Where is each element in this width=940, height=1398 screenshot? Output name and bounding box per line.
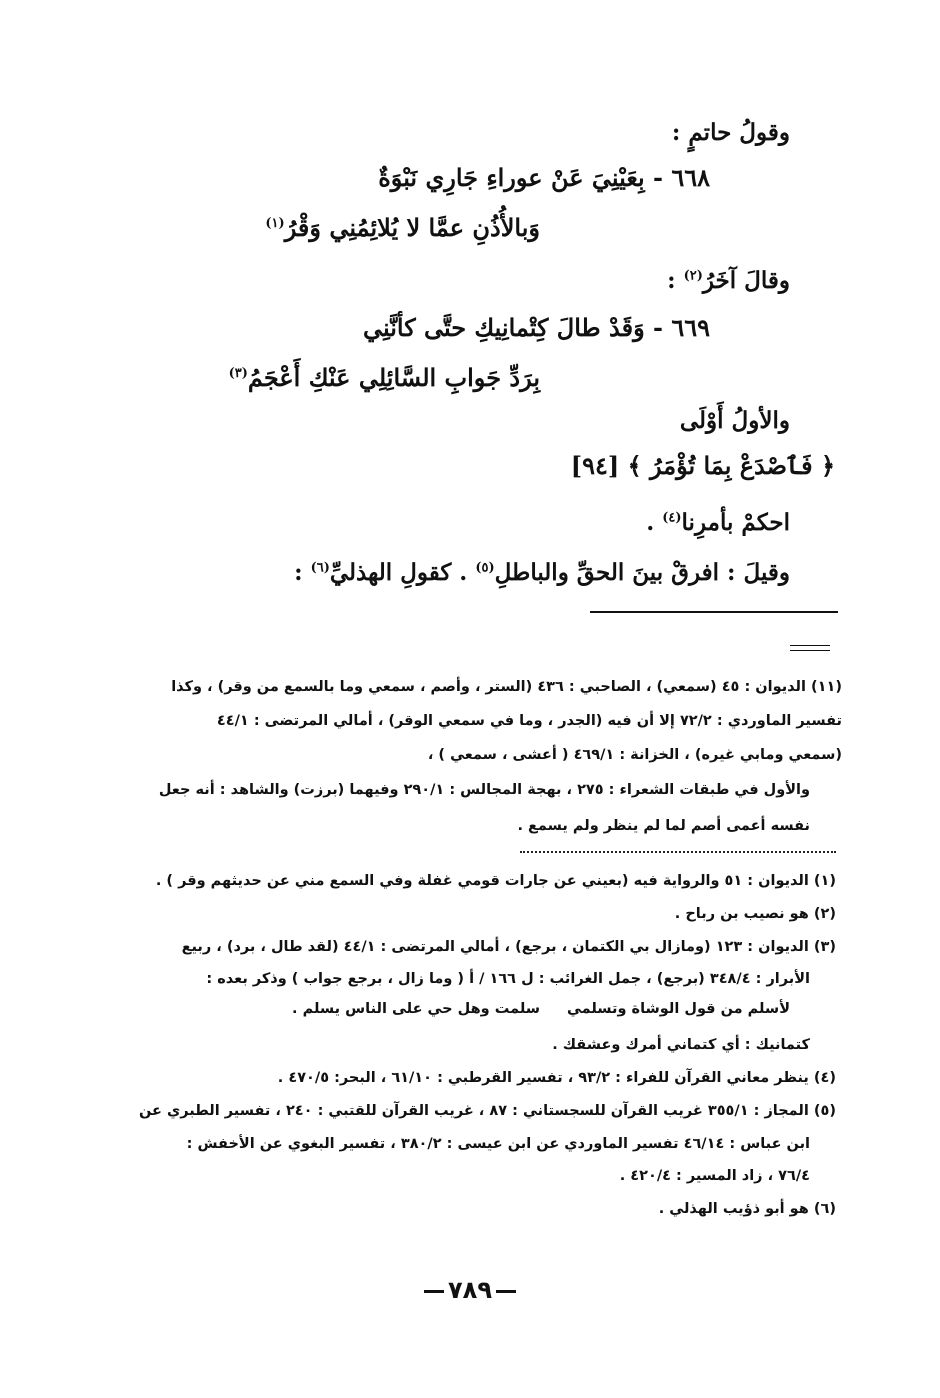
verse-669-second-text: بِرَدِّ جَوابِ السَّائِلِي عَنْكِ أَعْجَمُ xyxy=(247,363,540,392)
footnote-3-line-2: الأبرار : ٣٤٨/٤ (برجع) ، جمل الغرائب : ل ١٦٦ / أ ( وما زال ، برجع جواب ) وذكر بعده : xyxy=(206,971,810,987)
extra-note-line-2: تفسير الماوردي : ٧٢/٢ إلا أن فيه (الجدر ، وما في سمعي الوقر) ، أمالي المرتضى : ٤٤/١ xyxy=(216,713,842,729)
footnote-ref-1: (١) xyxy=(265,216,285,231)
footnote-1: (١) الديوان : ٥١ والرواية فيه (بعيني عن جارات قومي غفلة وفي السمع مني عن حديثهم وقر ) . xyxy=(155,873,836,889)
page-number-value: ٧٨٩ xyxy=(448,1276,492,1304)
quran-close-bracket: ﴾ xyxy=(627,451,642,480)
footnote-ref-2: (٢) xyxy=(683,268,703,284)
quran-verse-number: [٩٤] xyxy=(570,451,620,480)
verse-669-second-hemistich xyxy=(229,362,540,394)
akhar-colon: : xyxy=(667,267,684,294)
qila-text-1: وقيلَ : افرقْ بينَ الحقِّ والباطلِ xyxy=(494,559,790,586)
ahkam-end: . xyxy=(646,509,663,536)
quran-text: فَٱصْدَعْ بِمَا تُؤْمَرُ xyxy=(649,451,813,480)
footnote-ref-5: (٥) xyxy=(475,560,495,576)
verse-668-second-text: وَبالأُذُنِ عمَّا لا يُلائِمُنِي وَقْرُ xyxy=(284,213,540,242)
extra-note-line-1: (١١) الديوان : ٤٥ (سمعي) ، الصاحبي : ٤٣٦ (الستر ، وأصم ، سمعي وما بالسمع من وقر) ، وكذا xyxy=(171,679,842,695)
footnote-5-line-2: ابن عباس : ٤٦/١٤ تفسير الماوردي عن ابن عيسى : ٣٨٠/٢ ، تفسير البغوي عن الأخفش : xyxy=(186,1136,810,1152)
footnote-4: (٤) ينظر معاني القرآن للفراء : ٩٣/٢ ، تفسير القرطبي : ٦١/١٠ ، البحر: ٤٧٠/٥ . xyxy=(277,1070,836,1086)
footnote-ref-3: (٣) xyxy=(228,366,248,381)
line-ahkam xyxy=(646,508,790,538)
verse-668-first-hemistich: ٦٦٨ - بِعَيْنِيَ عَنْ عوراءِ جَارِي نَبْوَةٌ xyxy=(378,163,710,192)
footnote-ref-4: (٤) xyxy=(662,510,682,526)
footnote-6: (٦) هو أبو ذؤيب الهذلي . xyxy=(658,1201,836,1217)
page-number-dash-left xyxy=(496,1290,516,1293)
verse-668-second-hemistich xyxy=(265,212,540,244)
qila-text-3: : xyxy=(294,559,311,586)
footnote-3-line-4: كتمانيك : أي كتماني أمرك وعشقك . xyxy=(552,1037,810,1053)
intro-line-hatim: وقولُ حاتمٍ : xyxy=(671,119,790,146)
line-awla: والأولُ أَوْلَى xyxy=(679,407,790,434)
extra-note-line-4: والأول في طبقات الشعراء : ٢٧٥ ، بهجة المجالس : ٢٩٠/١ وفيهما (برزت) والشاهد : أنه جعل xyxy=(158,782,810,798)
footnote-3-couplet-second: سلمت وهل حي على الناس يسلم . xyxy=(292,1001,540,1017)
double-line-marker xyxy=(790,645,830,651)
footnote-separator-rule xyxy=(590,611,838,613)
page-number xyxy=(0,1276,940,1304)
quran-verse-line xyxy=(571,450,835,482)
page-number-dash-right xyxy=(424,1290,444,1293)
verse-669-first-hemistich: ٦٦٩ - وَقَدْ طالَ كِتْمانِيكِ حتَّى كأنَّنِي xyxy=(362,313,710,342)
footnote-3-line-1: (٣) الديوان : ١٢٣ (ومازال بي الكتمان ، برجع) ، أمالي المرتضى : ٤٤/١ (لقد طال ، برد) ، ربيع xyxy=(181,939,836,955)
quran-open-bracket: ﴿ xyxy=(820,451,835,480)
dotted-separator xyxy=(520,851,836,853)
line-qila xyxy=(294,558,790,588)
akhar-text: وقالَ آخَرُ xyxy=(702,267,790,294)
intro-line-akhar xyxy=(667,266,790,296)
footnote-5-line-3: ٧٦/٤ ، زاد المسير : ٤٢٠/٤ . xyxy=(619,1168,810,1184)
footnote-3-couplet-first: لأسلم من قول الوشاة وتسلمي xyxy=(566,1001,790,1017)
footnote-ref-6: (٦) xyxy=(310,560,330,576)
footnote-5-line-1: (٥) المجاز : ٣٥٥/١ غريب القرآن للسجستاني : ٨٧ ، غريب القرآن للقتبي : ٢٤٠ ، تفسير الطبري عن xyxy=(138,1103,836,1119)
footnote-2: (٢) هو نصيب بن رباح . xyxy=(674,906,836,922)
ahkam-text: احكمْ بأمرِنا xyxy=(681,509,790,536)
extra-note-line-5: نفسه أعمى أصم لما لم ينظر ولم يسمع . xyxy=(517,818,810,834)
qila-text-2: . كقولِ الهذليِّ xyxy=(329,559,476,586)
extra-note-line-3: (سمعي ومابي غيره) ، الخزانة : ٤٦٩/١ ( أعشى ، سمعي ) ، xyxy=(427,747,842,763)
